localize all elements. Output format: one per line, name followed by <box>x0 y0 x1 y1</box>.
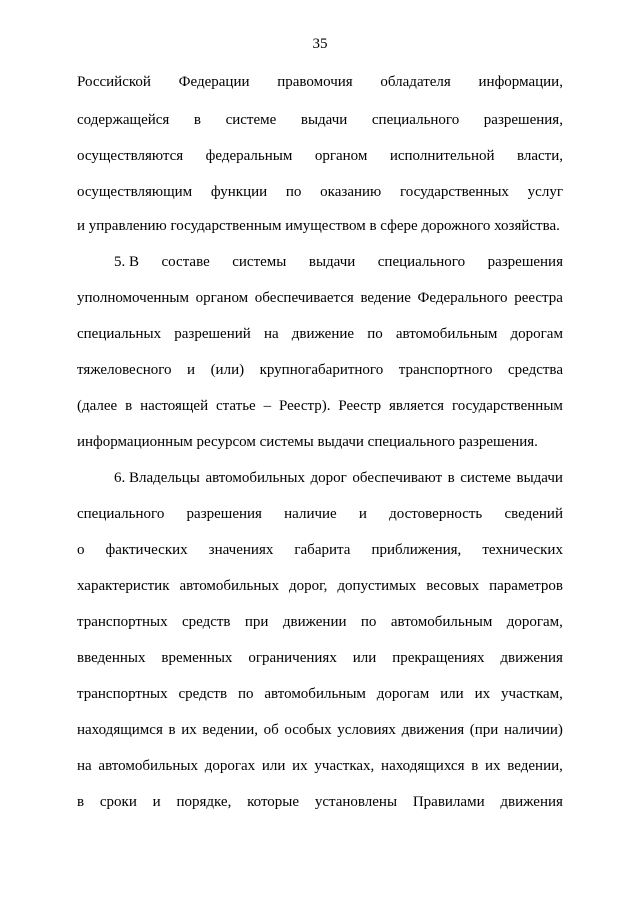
text-line <box>77 612 563 632</box>
word: весовых <box>426 578 480 594</box>
word: параметров <box>489 578 563 594</box>
word: прекращениях <box>392 650 485 666</box>
word: наличии) <box>503 722 563 738</box>
word: в <box>447 470 455 486</box>
word: средств <box>178 686 228 702</box>
word: и <box>358 506 367 522</box>
text-line <box>77 684 563 704</box>
word: автомобильных <box>205 470 305 486</box>
page-number: 35 <box>312 36 328 52</box>
word: информации, <box>478 74 563 90</box>
text-line <box>77 540 563 560</box>
word: дорогам <box>510 326 563 342</box>
word: участках, <box>314 758 375 774</box>
word: Российской <box>77 74 151 90</box>
word: движение <box>291 326 355 342</box>
word: Реестр <box>338 398 382 414</box>
word: автомобильным <box>395 326 498 342</box>
word: автомобильным <box>264 686 366 702</box>
word: в <box>168 722 176 738</box>
word: системе <box>460 470 511 486</box>
word: (при <box>469 722 499 738</box>
text-line <box>77 396 563 416</box>
word: или <box>352 650 377 666</box>
word: 6. Владельцы <box>114 470 200 486</box>
word: движения <box>500 794 563 810</box>
word: находящихся <box>381 758 465 774</box>
word: системы <box>232 254 287 270</box>
word: порядке, <box>176 794 232 810</box>
word: по <box>367 326 383 342</box>
word: находящимся <box>77 722 163 738</box>
word: которые <box>247 794 300 810</box>
word: средств <box>181 614 231 630</box>
word: их <box>292 758 308 774</box>
text-line <box>77 792 563 812</box>
word: органом <box>195 290 249 306</box>
word: движении <box>282 614 347 630</box>
word: дорогам <box>376 686 430 702</box>
word: характеристик <box>77 578 170 594</box>
word: транспортных <box>77 686 168 702</box>
word: или <box>440 686 464 702</box>
word: настоящей <box>140 398 209 414</box>
text-line <box>77 756 563 776</box>
text-line <box>77 72 563 92</box>
word: наличие <box>284 506 337 522</box>
word: обеспечивают <box>352 470 443 486</box>
word: Федерального <box>417 290 508 306</box>
word: на <box>263 326 279 342</box>
word: ведении, <box>202 722 258 738</box>
text-line <box>77 182 563 202</box>
word: временных <box>161 650 233 666</box>
word: составе <box>161 254 210 270</box>
word: участкам, <box>501 686 563 702</box>
word: достоверность <box>389 506 483 522</box>
text-line: и управлению государственным имуществом в сфере дорожного хозяйства. <box>77 218 560 234</box>
word: выдачи <box>516 470 563 486</box>
word: дорог, <box>288 578 328 594</box>
word: разрешения <box>186 506 262 522</box>
word: или <box>261 758 286 774</box>
word: системе <box>225 112 277 128</box>
word: условиях <box>337 722 396 738</box>
word: дорогам, <box>506 614 563 630</box>
text-line <box>114 468 563 488</box>
word: введенных <box>77 650 146 666</box>
text-line <box>114 252 563 272</box>
word: технических <box>482 542 563 558</box>
text-line <box>77 146 563 166</box>
word: разрешения <box>487 254 563 270</box>
word: содержащейся <box>77 112 170 128</box>
word: специальных <box>77 326 162 342</box>
word: услуг <box>527 184 563 200</box>
word: на <box>77 758 92 774</box>
word: установлены <box>314 794 398 810</box>
word: их <box>474 686 491 702</box>
word: транспортных <box>77 614 168 630</box>
word: их <box>181 722 197 738</box>
word: специального <box>377 254 466 270</box>
word: власти, <box>516 148 563 164</box>
word: по <box>285 184 302 200</box>
text-line: информационным ресурсом системы выдачи специального разрешения. <box>77 434 538 450</box>
word: обеспечивается <box>254 290 354 306</box>
word: и <box>152 794 161 810</box>
word: в <box>125 398 133 414</box>
word: автомобильных <box>179 578 279 594</box>
text-line <box>77 360 563 380</box>
word: осуществляются <box>77 148 184 164</box>
word: в <box>471 758 479 774</box>
text-line <box>77 288 563 308</box>
word: (далее <box>77 398 118 414</box>
text-line <box>77 324 563 344</box>
word: ограничениях <box>248 650 337 666</box>
word: об <box>263 722 279 738</box>
word: дорогах <box>204 758 256 774</box>
word: статье <box>216 398 256 414</box>
word: органом <box>314 148 368 164</box>
word: допустимых <box>337 578 417 594</box>
word: специального <box>77 506 165 522</box>
word: разрешений <box>174 326 251 342</box>
word: уполномоченным <box>77 290 189 306</box>
word: движения <box>500 650 563 666</box>
word: обладателя <box>380 74 451 90</box>
word: специального <box>371 112 460 128</box>
word: Федерации <box>178 74 250 90</box>
word: ведение <box>360 290 411 306</box>
word: функции <box>210 184 268 200</box>
word: реестра <box>514 290 563 306</box>
word: о <box>77 542 85 558</box>
word: по <box>237 686 254 702</box>
word: (или) <box>210 362 245 378</box>
word: федеральным <box>205 148 293 164</box>
word: автомобильных <box>98 758 198 774</box>
text-line <box>77 504 563 524</box>
word: значениях <box>208 542 274 558</box>
word: по <box>360 614 377 630</box>
word: при <box>244 614 269 630</box>
word: правомочия <box>277 74 353 90</box>
word: и <box>187 362 196 378</box>
text-line <box>77 648 563 668</box>
word: фактических <box>105 542 188 558</box>
word: в <box>193 112 202 128</box>
word: крупногабаритного <box>259 362 384 378</box>
word: оказанию <box>320 184 382 200</box>
word: сроки <box>99 794 137 810</box>
word: осуществляющим <box>77 184 193 200</box>
word: особых <box>284 722 332 738</box>
text-line <box>77 576 563 596</box>
word: 5. В <box>114 254 140 270</box>
word: сведений <box>504 506 563 522</box>
word: разрешения, <box>483 112 563 128</box>
word: приближения, <box>371 542 462 558</box>
word: государственных <box>399 184 509 200</box>
text-line <box>77 110 563 130</box>
word: государственным <box>451 398 563 414</box>
word: Правилами <box>412 794 485 810</box>
word: движения <box>401 722 465 738</box>
word: тяжеловесного <box>77 362 172 378</box>
word: исполнительной <box>389 148 495 164</box>
word: транспортного <box>398 362 493 378</box>
word: Реестр). <box>278 398 331 414</box>
word: выдачи <box>300 112 348 128</box>
word: средства <box>507 362 563 378</box>
text-line <box>77 720 563 740</box>
word: в <box>77 794 85 810</box>
word: ведении, <box>507 758 563 774</box>
word: габарита <box>294 542 351 558</box>
word: выдачи <box>308 254 356 270</box>
word: их <box>485 758 501 774</box>
word: автомобильным <box>390 614 493 630</box>
word: – <box>263 398 272 414</box>
word: является <box>388 398 445 414</box>
word: дорог <box>310 470 347 486</box>
